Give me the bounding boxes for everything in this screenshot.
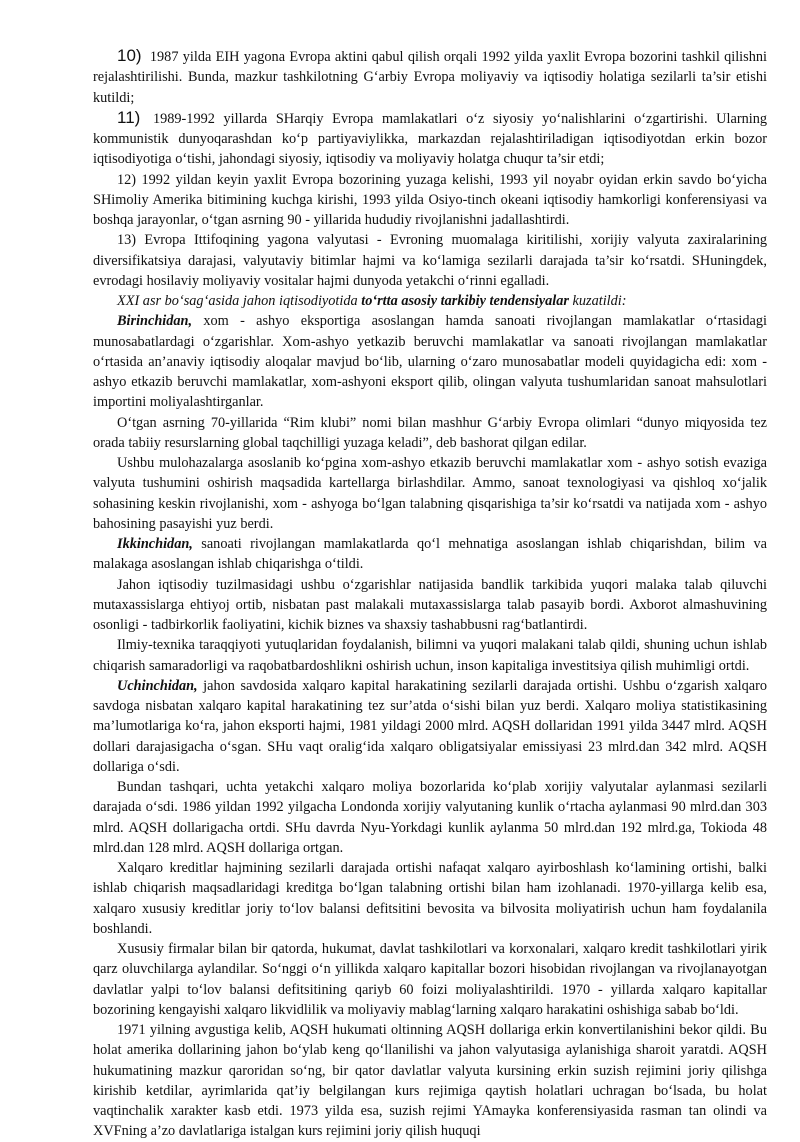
item-number: 11) bbox=[117, 107, 141, 127]
paragraph-text: O‘tgan asrning 70-yillarida “Rim klubi” nomi bilan mashhur G‘arbiy Evropa olimlari “dunyo miqyosida tez orada tabiiy resurslarning global taqchilligi yuzaga keladi”, deb bashorat qilgan edilar. bbox=[93, 414, 767, 451]
item-number: 10) bbox=[117, 46, 142, 65]
paragraph-second-tendency bbox=[93, 534, 767, 575]
paragraph-first-tendency bbox=[93, 311, 767, 412]
paragraph-10 bbox=[93, 46, 767, 108]
paragraph-text: Bundan tashqari, uchta yetakchi xalqaro moliya bozorlarida ko‘plab xorijiy valyutalar aylanmasi sezilarli darajada o‘sdi. 1986 yildan 1992 yilgacha Londonda xorijiy valyutaning kunlik o‘rtacha aylanmasi 90 mlrd.dan 303 mlrd. AQSH dollarigacha ortdi. SHu davrda Nyu-Yorkdagi kunlik aylanma 50 mlrd.dan 192 mlrd.ga, Tokioda 48 mlrd.dan 128 mlrd. AQSH dollariga ortgan. bbox=[93, 779, 767, 856]
paragraph-text: 1987 yilda EIH yagona Evropa aktini qabul qilish orqali 1992 yilda yaxlit Evropa bozorini tashkil qilishni rejalashtirilishi. Bunda, mazkur tashkilotning G‘arbiy Evropa moliyaviy va iqtisodiy holatiga sezilarli ta’sir etishi kutildi; bbox=[93, 49, 767, 106]
tendencies-intro bbox=[93, 291, 767, 311]
paragraph-11 bbox=[93, 108, 767, 170]
paragraph-credits bbox=[93, 858, 767, 939]
paragraph-text: 12) 1992 yildan keyin yaxlit Evropa bozorining yuzaga kelishi, 1993 yil noyabr oyidan erkin savdo bo‘yicha SHimoliy Amerika bitimining kuchga kirishi, 1993 yilda Osiyo-tinch okeani iqtisodiy hamkorligi konferensiyasi va boshqa jarayonlar, o‘tgan asrning 90 - yillarida hududiy rivojlanishni jadallashtirdi. bbox=[93, 171, 767, 228]
paragraph-text: 13) Evropa Ittifoqining yagona valyutasi - Evroning muomalaga kiritilishi, xorijiy valyuta zaxiralarining diversifikatsiya darajasi, valyutaviy bitimlar hajmi va ko‘lamiga sezilarli darajada ta’sir ko‘rsatdi. SHuningdek, evrodagi hosilaviy moliyaviy vositalar hajmi dunyoda yetakchi o‘rinni egalladi. bbox=[93, 232, 767, 289]
paragraph-borrowers bbox=[93, 939, 767, 1020]
paragraph-text: jahon savdosida xalqaro kapital harakatining sezilarli darajada ortishi. Ushbu o‘zgarish xalqaro savdoga nisbatan xalqaro kapital harakatining tez sur’atda o‘sishi bilan yuz berdi. Xalqaro moliya statistikasining ma’lumotlariga ko‘ra, jahon eksporti hajmi, 1981 yildagi 2000 mlrd. AQSH dollaridan 1991 yilda 3447 mlrd. AQSH dollari darajasigacha o‘sgan. SHu vaqt oralig‘ida xalqaro obligatsiyalar emissiyasi 23 mlrd.dan 342 mlrd. AQSH dollariga o‘sdi. bbox=[93, 677, 767, 775]
paragraph-text: Xalqaro kreditlar hajmining sezilarli darajada ortishi nafaqat xalqaro ayirboshlash ko‘lamining ortishi, balki ishlab chiqarish maqsadlaridagi kreditga bo‘lgan talabning ortishi bilan ham izohlanadi. 1970-yillarga kelib esa, xalqaro xususiy kreditlar joriy to‘lov balansi defitsitini bevosita va bilvosita moliyatirish uchun ham foydalanila boshlandi. bbox=[93, 860, 767, 937]
paragraph-text: 1989-1992 yillarda SHarqiy Evropa mamlakatlari o‘z siyosiy yo‘nalishlarini o‘zgartirishi. Ularning kommunistik dunyoqarashdan ko‘p partiyaviylikka, markazdan rejalashtiriladigan iqtisodiyotdan erkin bozor iqtisodiyotiga o‘tishi, jahondagi siyosiy, iqtisodiy va moliyaviy holatga chuqur ta’sir etdi; bbox=[93, 110, 768, 168]
paragraph-text: Ushbu mulohazalarga asoslanib ko‘pgina xom-ashyo etkazib beruvchi mamlakatlar xom - ashyo sotish evaziga valyuta tushumini oshirish maqsadida kartellarga birlashdilar. Ammo, sanoat texnologiyasi va qishloq xo‘jalik sohasining keskin rivojlanishi, xom - ashyoga bo‘lgan talabning qisqarishiga ta’sir ko‘rsatdi va natijada xom - ashyo bahosining pasayishi yuz berdi. bbox=[93, 455, 767, 532]
paragraph-text: Jahon iqtisodiy tuzilmasidagi ushbu o‘zgarishlar natijasida bandlik tarkibida yuqori malaka talab qiluvchi mutaxassislarga ehtiyoj ortib, nisbatan past malakali mutaxassislarga talab pasayib bordi. Axborot almashuvining osonligi - tadbirkorlik faoliyatini, kichik biznes va shaxsiy tashabbusni rag‘batlantirdi. bbox=[93, 576, 767, 633]
lead-word: Birinchidan, bbox=[117, 313, 193, 330]
paragraph-employment bbox=[93, 575, 767, 636]
paragraph-13 bbox=[93, 230, 767, 291]
paragraph-12 bbox=[93, 170, 767, 231]
paragraph-cartels bbox=[93, 453, 767, 534]
paragraph-text: xom - ashyo eksportiga asoslangan hamda sanoati rivojlangan mamlakatlar o‘rtasidagi munosabatlardagi o‘zgarishlar. Xom-ashyo yetkazib beruvchi mamlakatlar va sanoati rivojlangan mamlakatlar o‘rtasida an’anaviy iqtisodiy aloqalar mavjud bo‘lib, ularning o‘zaro munosabatlar modeli quyidagicha edi: xom - ashyo etkazib beruvchi mamlakatlar, xom-ashyoni eksport qilib, olingan valyuta tushumlaridan sanoat mahsulotlari importini moliyalashtirganlar. bbox=[93, 313, 767, 411]
intro-emphasis: to‘rtta asosiy tarkibiy tendensiyalar bbox=[361, 293, 569, 309]
lead-word: Ikkinchidan, bbox=[117, 536, 193, 552]
paragraph-text: Xususiy firmalar bilan bir qatorda, hukumat, davlat tashkilotlari va korxonalari, xalqaro kredit tashkilotlari yirik qarz oluvchilarga aylandilar. So‘nggi o‘n yillikda xalqaro kapitallar bozori hisobidan rivojlangan va rivojlanayotgan davlatlar yalpi to‘lov balansi defitsitining qariyb 60 foizi moliyalashtirildi. 1970 - yillarda xalqaro kapitallar bozorining kengayishi xalqaro likvidlilik va moliyaviy mablag‘larning xalqaro harakatini oshishiga sabab bo‘ldi. bbox=[93, 941, 767, 1018]
paragraph-third-tendency bbox=[93, 676, 767, 777]
paragraph-text: sanoati rivojlangan mamlakatlarda qo‘l mehnatiga asoslangan ishlab chiqarishdan, bilim va malakaga asoslangan ishlab chiqarishga o‘tildi. bbox=[93, 536, 767, 573]
paragraph-text: Ilmiy-texnika taraqqiyoti yutuqlaridan foydalanish, bilimni va yuqori malakani talab qildi, shuning uchun ishlab chiqarish samaradorligi va raqobatbardoshlikni oshirish uchun, inson kapitaliga investitsiya qilish muhimligi ortdi. bbox=[93, 637, 767, 674]
paragraph-text: 1971 yilning avgustiga kelib, AQSH hukumati oltinning AQSH dollariga erkin konvertilanishini bekor qildi. Bu holat amerika dollarining jahon bo‘ylab keng qo‘llanilishi va jahon valyutasiga aylanishiga sharoit yaratdi. AQSH hukumatining mazkur qaroridan so‘ng, bir qator davlatlar valyuta kursining erkin suzish rejimini joriy qilishga kirishib ketdilar, ayrimlarida qat’iy belgilangan kurs rejimiga qaytish holatlari uchragan bo‘lsada, bu holat vaqtinchalik xarakter kasb etdi. 1973 yilda esa, suzish rejimi YAmayka konferensiyasida rasman tan olindi va XVFning a’zo davlatlariga istalgan kurs rejimini joriy qilish huquqi bbox=[93, 1022, 767, 1140]
intro-text-c: kuzatildi: bbox=[568, 293, 627, 309]
intro-text-a: XXI asr bo‘sag‘asida jahon iqtisodiyotida bbox=[117, 293, 362, 309]
paragraph-fx-turnover bbox=[93, 777, 767, 858]
paragraph-human-capital bbox=[93, 635, 767, 676]
lead-word: Uchinchidan, bbox=[117, 677, 198, 694]
paragraph-rome-club bbox=[93, 413, 767, 454]
paragraph-1971 bbox=[93, 1020, 767, 1142]
